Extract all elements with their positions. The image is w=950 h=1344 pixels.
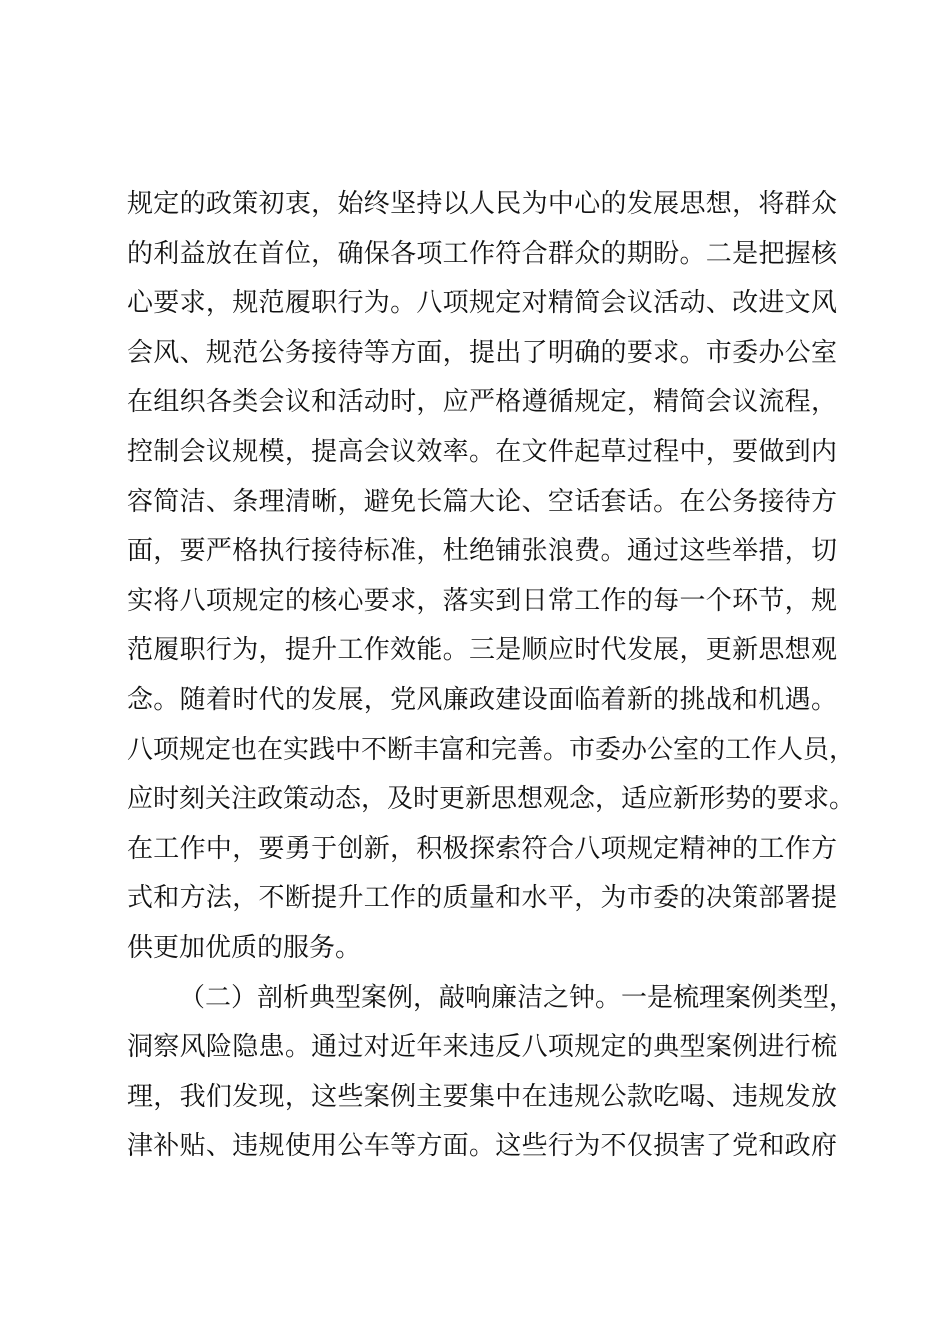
text-line: 在组织各类会议和活动时，应严格遵循规定，精简会议流程， (127, 387, 837, 418)
text-line: 控制会议规模，提高会议效率。在文件起草过程中，要做到内 (127, 436, 837, 467)
text-line: 八项规定也在实践中不断丰富和完善。市委办公室的工作人员， (127, 734, 856, 765)
text-line: 津补贴、违规使用公车等方面。这些行为不仅损害了党和政府 (127, 1131, 837, 1162)
section-heading-line: （二）剖析典型案例，敲响廉洁之钟。一是梳理案例类型， (179, 982, 856, 1013)
text-line: 面，要严格执行接待标准，杜绝铺张浪费。通过这些举措，切 (127, 536, 837, 567)
paragraph-end-line: 供更加优质的服务。 (127, 932, 362, 963)
text-line: 洞察风险隐患。通过对近年来违反八项规定的典型案例进行梳 (127, 1032, 837, 1063)
text-line: 容简洁、条理清晰，避免长篇大论、空话套话。在公务接待方 (127, 486, 837, 517)
text-line: 理，我们发现，这些案例主要集中在违规公款吃喝、违规发放 (127, 1081, 837, 1112)
text-line: 范履职行为，提升工作效能。三是顺应时代发展，更新思想观 (127, 635, 837, 666)
text-line: 应时刻关注政策动态，及时更新思想观念，适应新形势的要求。 (127, 784, 856, 815)
text-line: 念。随着时代的发展，党风廉政建设面临着新的挑战和机遇。 (127, 684, 837, 715)
text-line: 式和方法，不断提升工作的质量和水平，为市委的决策部署提 (127, 883, 837, 914)
text-line: 实将八项规定的核心要求，落实到日常工作的每一个环节，规 (127, 585, 837, 616)
text-line: 规定的政策初衷，始终坚持以人民为中心的发展思想，将群众 (127, 189, 837, 219)
text-line: 会风、规范公务接待等方面，提出了明确的要求。市委办公室 (127, 337, 837, 368)
body-text (127, 180, 856, 1172)
text-line: 在工作中，要勇于创新，积极探索符合八项规定精神的工作方 (127, 833, 837, 864)
text-line: 心要求，规范履职行为。八项规定对精简会议活动、改进文风 (127, 288, 837, 319)
text-line: 的利益放在首位，确保各项工作符合群众的期盼。二是把握核 (127, 238, 837, 269)
